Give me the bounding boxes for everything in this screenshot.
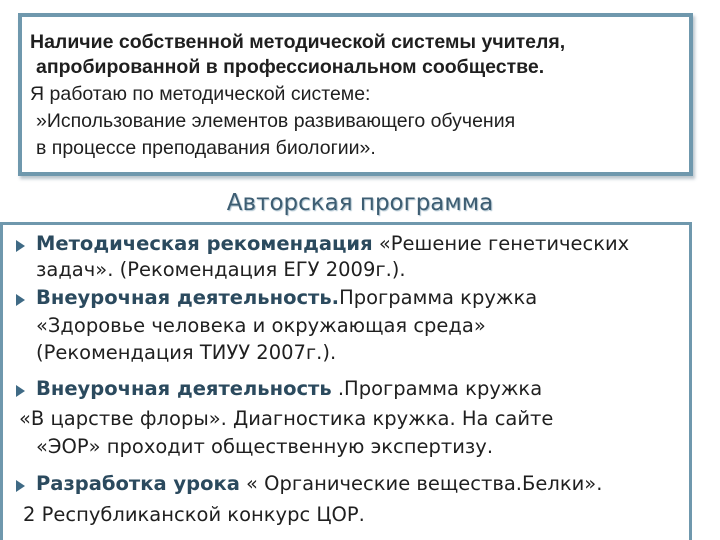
top-info-box (18, 13, 693, 176)
list-item-line (36, 472, 602, 496)
list-item-line: задач». (Рекомендация ЕГУ 2009г.). (36, 258, 406, 281)
section-heading: Авторская программа (226, 190, 494, 216)
item-text: .Программа кружка (331, 377, 543, 400)
triangle-bullet-icon (16, 294, 25, 306)
list-item-line (36, 286, 537, 310)
item-title: Методическая рекомендация (36, 232, 373, 255)
top-line-1: Наличие собственной методической системы учителя, (30, 31, 566, 53)
item-title: Разработка урока (36, 472, 240, 495)
list-item-line: «Здоровье человека и окружающая среда» (36, 314, 486, 337)
item-text: «Решение генетических (372, 232, 630, 255)
top-line-2: апробированной в профессиональном сообществе. (36, 56, 545, 78)
top-line-4: »Использование элементов развивающего обучения (36, 110, 516, 132)
item-text: « Органические вещества.Белки». (239, 472, 603, 495)
triangle-bullet-icon (16, 385, 25, 397)
list-item-line (36, 232, 629, 256)
item-title: Внеурочная деятельность (36, 377, 332, 400)
list-item-line: «В царстве флоры». Диагностика кружка. На сайте (19, 407, 554, 430)
program-list-box (0, 222, 692, 540)
list-item-line: (Рекомендация ТИУУ 2007г.). (36, 341, 337, 364)
triangle-bullet-icon (16, 240, 25, 252)
top-line-5: в процессе преподавания биологии». (36, 137, 376, 159)
triangle-bullet-icon (16, 480, 25, 492)
top-line-3: Я работаю по методической системе: (30, 83, 371, 105)
list-item-line: «ЭОР» проходит общественную экспертизу. (36, 435, 494, 458)
item-text: Программа кружка (339, 286, 538, 309)
item-title: Внеурочная деятельность. (36, 286, 340, 309)
list-item-line: 2 Республиканской конкурс ЦОР. (23, 503, 365, 526)
list-item-line (36, 377, 542, 401)
